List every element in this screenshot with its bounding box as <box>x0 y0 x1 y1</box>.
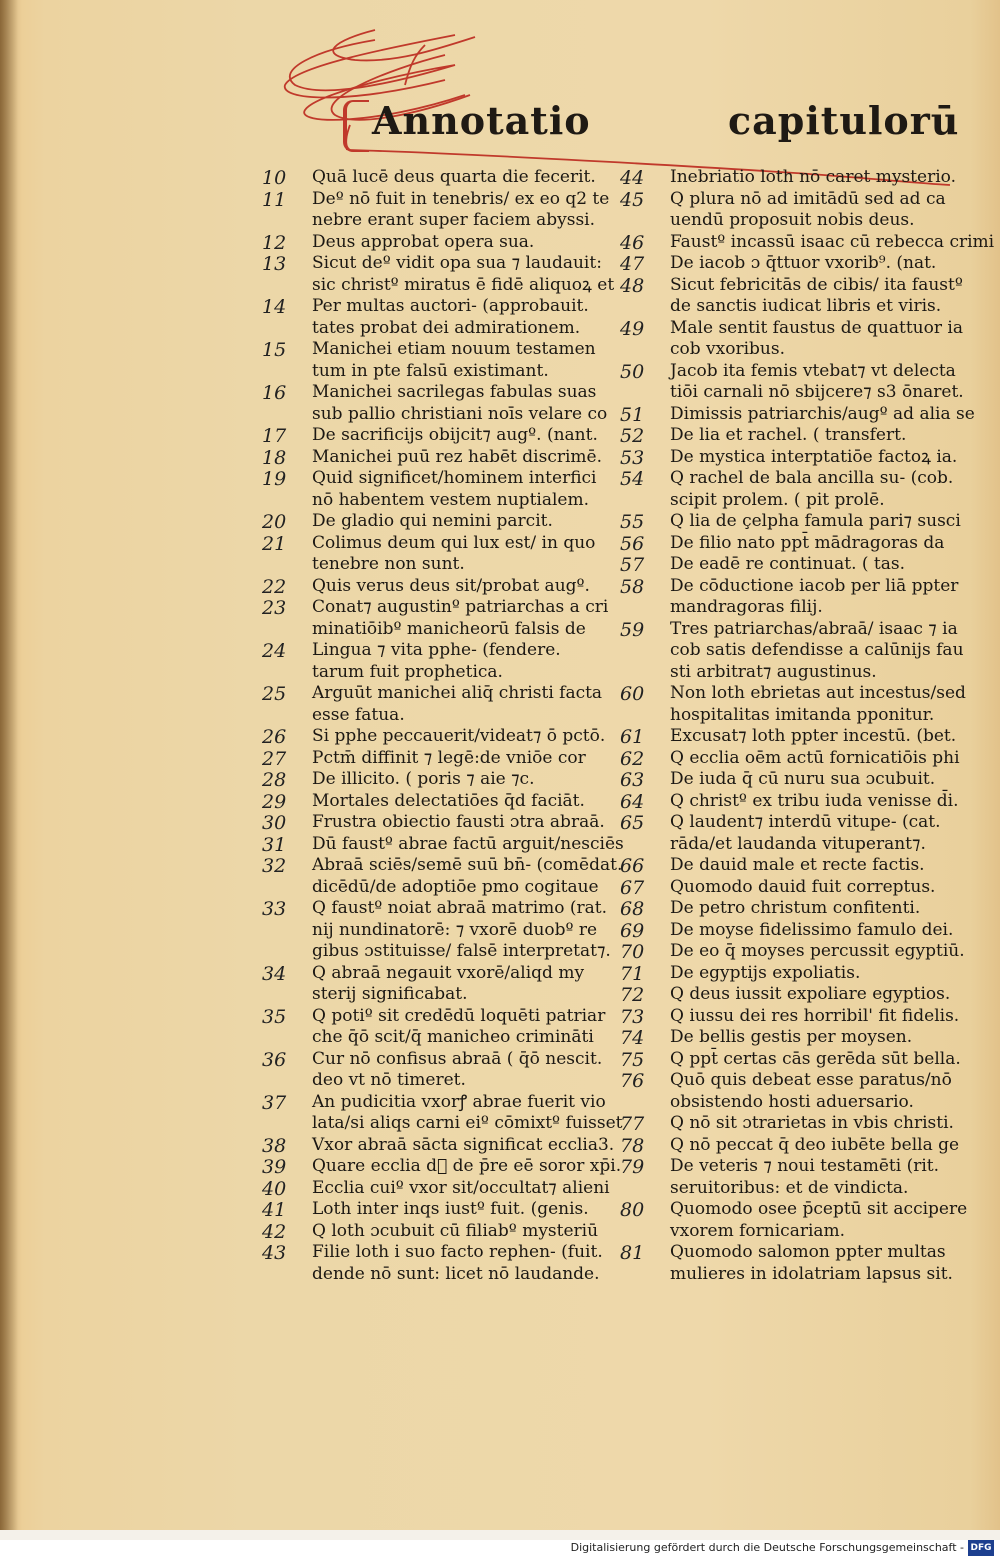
entry-number: 24 <box>262 640 287 662</box>
entry-text: Q christº ex tribu iuda venisse d̄i. <box>670 790 959 811</box>
entry-text: gibus ɔstituisse/ falsē interpretat⁊. <box>312 941 611 961</box>
entry-text: Pctm̄ diffinit ⁊ legē:de vniōe cor <box>312 747 586 768</box>
entry-text: Faustº incassū isaac cū rebecca crimi <box>670 231 995 252</box>
entry-number: 13 <box>262 253 287 275</box>
entry-number: 38 <box>262 1134 287 1157</box>
index-entry <box>620 812 960 855</box>
entry-text: Deº nō fuit in tenebris/ ex eo q2 te <box>312 188 610 209</box>
index-entry <box>262 833 624 856</box>
index-entry <box>620 618 964 684</box>
entry-number: 40 <box>262 1177 287 1200</box>
entry-text: Dū faustº abrae factū arguit/nesciēs <box>312 833 624 854</box>
entry-number: 73 <box>620 1005 645 1028</box>
entry-number: 69 <box>620 919 645 942</box>
entry-number: 44 <box>620 167 645 189</box>
entry-text: De moyse fidelissimo famulo dei. <box>670 919 954 940</box>
index-entry <box>620 984 960 1006</box>
index-entry <box>262 748 612 770</box>
entry-text: vxorem fornicariam. <box>670 1220 846 1241</box>
index-entry <box>262 425 612 447</box>
index-entry <box>620 683 966 726</box>
entry-text: Frustra obiectio fausti ɔtra abraā. <box>312 812 605 832</box>
index-entry <box>262 511 612 533</box>
entry-number: 51 <box>620 403 645 426</box>
entry-text: De iuda q̄ cū nuru sua ɔcubuit. <box>670 769 936 789</box>
entry-text: Sicut deº vidit opa sua ⁊ laudauit: <box>312 253 602 273</box>
entry-number: 29 <box>262 790 287 813</box>
entry-text: De mystica interptatiōe factoꝝ ia. <box>670 446 958 467</box>
entry-number: 21 <box>262 532 287 555</box>
entry-text: De dauid male et recte factis. <box>670 855 925 875</box>
entry-number: 64 <box>620 790 645 813</box>
index-entry <box>262 683 612 726</box>
entry-text: Quid significet/hominem interfici <box>312 468 597 488</box>
entry-text: Quis verus deus sit/probat augº. <box>312 575 590 596</box>
index-entry <box>620 274 963 318</box>
index-entry <box>620 920 960 942</box>
entry-text: Q faustº noiat abraā matrimo (rat. <box>312 898 608 918</box>
index-entry <box>262 447 612 469</box>
entry-text: Tres patriarchas/abraā/ isaac ⁊ ia <box>670 618 958 639</box>
entry-text: Quomodo salomon ppter multas <box>670 1242 946 1262</box>
entry-text: Mortales delectatiōes q̄d faciāt. <box>312 790 585 811</box>
entry-text: Vxor abraā sācta significat ecclia3. <box>312 1134 615 1155</box>
entry-text: Male sentit faustus de quattuor ia <box>670 317 963 338</box>
entry-number: 70 <box>620 941 645 963</box>
index-entry <box>262 296 612 339</box>
entry-number: 14 <box>262 296 287 318</box>
entry-text: De illicito. ( poris ⁊ aie ⁊c. <box>312 769 535 789</box>
entry-text: Arguūt manichei aliq̄ christi facta <box>312 683 603 703</box>
index-entry <box>620 855 960 877</box>
index-entry <box>262 189 612 232</box>
entry-text: obsistendo hosti aduersario. <box>670 1091 914 1112</box>
entry-text: rāda/et laudanda vituperant⁊. <box>670 833 926 854</box>
entry-text: scipit prolem. ( pit prolē. <box>670 489 885 510</box>
entry-text: De cōductione iacob per liā ppter <box>670 575 959 596</box>
entry-number: 43 <box>262 1242 287 1264</box>
entry-number: 80 <box>620 1199 645 1221</box>
entry-text: mulieres in idolatriam lapsus sit. <box>670 1263 953 1284</box>
index-entry <box>620 576 960 619</box>
index-entry <box>620 726 960 748</box>
entry-text: esse fatua. <box>312 704 405 725</box>
entry-text: Jacob ita femis vtebat⁊ vt delecta <box>670 360 956 381</box>
entry-number: 50 <box>620 360 645 383</box>
entry-text: An pudicitia vxorꝭ abrae fuerit vio <box>312 1091 606 1112</box>
entry-number: 42 <box>262 1220 287 1243</box>
index-entry <box>620 791 960 813</box>
entry-number: 65 <box>620 812 645 834</box>
index-entry <box>262 855 623 898</box>
digitization-credit: Digitalisierung gefördert durch die Deutsche Forschungsgemeinschaft - <box>570 1541 964 1554</box>
index-entry <box>262 167 612 189</box>
entry-number: 67 <box>620 876 645 899</box>
entry-text: seruitoribus: et de vindicta. <box>670 1177 909 1198</box>
index-entry <box>620 554 960 576</box>
entry-text: Sicut febricitās de cibis/ ita faustº <box>670 274 963 295</box>
entry-text: Q nō peccat q̄ deo iubēte bella ge <box>670 1134 960 1155</box>
entry-number: 61 <box>620 726 645 748</box>
entry-text: che q̄ō scit/q̄ manicheo crimināti <box>312 1027 594 1047</box>
entry-number: 46 <box>620 231 645 254</box>
entry-text: dicēdū/de adoptiōe pmo cogitaue <box>312 876 599 897</box>
index-entry <box>620 533 960 555</box>
entry-text: Conat⁊ augustinº patriarchas a cri <box>312 597 609 617</box>
entry-number: 68 <box>620 898 645 920</box>
entry-number: 56 <box>620 532 645 555</box>
entry-text: Cur nō confisus abraā ( q̄ō nescit. <box>312 1048 603 1069</box>
index-entry <box>262 533 612 576</box>
entry-text: dende nō sunt: licet nō laudande. <box>312 1263 600 1284</box>
index-entry <box>620 769 960 791</box>
entry-number: 20 <box>262 511 287 533</box>
entry-number: 25 <box>262 683 287 705</box>
index-entry <box>262 1221 612 1243</box>
index-entry <box>620 231 995 254</box>
entry-text: nebre erant super faciem abyssi. <box>312 210 596 230</box>
entry-number: 58 <box>620 575 645 598</box>
entry-text: De eo q̄ moyses percussit egyptiū. <box>670 941 965 961</box>
entry-text: Quomodo dauid fuit correptus. <box>670 876 936 897</box>
index-entry <box>262 253 615 296</box>
entry-text: Q deus iussit expoliare egyptios. <box>670 984 951 1004</box>
entry-text: cob vxoribus. <box>670 339 785 359</box>
index-entry <box>620 1135 960 1157</box>
entry-number: 36 <box>262 1048 287 1071</box>
entry-number: 26 <box>262 726 287 748</box>
entry-number: 15 <box>262 339 287 361</box>
entry-text: Manichei etiam nouum testamen <box>312 339 596 359</box>
entry-text: De petro christum confitenti. <box>670 898 921 918</box>
entry-number: 52 <box>620 425 645 447</box>
entry-number: 77 <box>620 1113 645 1135</box>
entry-text: Lingua ⁊ vita pphe- (fendere. <box>312 640 561 660</box>
entry-number: 81 <box>620 1242 645 1264</box>
entry-number: 71 <box>620 962 645 985</box>
entry-text: tenebre non sunt. <box>312 554 465 574</box>
entry-text: tates probat dei admirationem. <box>312 317 581 338</box>
entry-text: Si pphe peccauerit/videat⁊ ō pctō. <box>312 726 606 746</box>
entry-text: Colimus deum qui lux est/ in quo <box>312 532 596 553</box>
entry-text: Q ecclia oēm actū fornicatiōis phi <box>670 747 960 768</box>
index-entry <box>620 1199 968 1242</box>
index-entry <box>620 1049 960 1071</box>
entry-number: 62 <box>620 747 645 770</box>
entry-text: Q loth ɔcubuit cū filiabº mysteriū <box>312 1220 599 1241</box>
entry-text: uendū proposuit nobis deus. <box>670 210 915 230</box>
entry-text: hospitalitas imitanda pponitur. <box>670 704 935 725</box>
entry-number: 33 <box>262 898 287 920</box>
index-entry <box>262 576 612 598</box>
entry-text: Quō quis debeat esse paratus/nō <box>670 1070 952 1090</box>
entry-text: Q laudent⁊ interdū vitupe- (cat. <box>670 812 941 832</box>
index-entry <box>620 403 975 426</box>
entry-text: De egyptijs expoliatis. <box>670 962 861 983</box>
index-entry <box>620 1242 960 1285</box>
entry-number: 48 <box>620 274 645 297</box>
entry-text: De gladio qui nemini parcit. <box>312 511 553 531</box>
index-entry <box>262 1178 612 1200</box>
entry-text: Manichei sacrilegas fabulas suas <box>312 382 597 402</box>
entry-number: 57 <box>620 554 645 576</box>
entry-text: tiōi carnali nō sbijcere⁊ s3 ōnaret. <box>670 382 964 402</box>
index-entry <box>262 597 612 640</box>
page-title-left: Annotatio <box>372 98 591 143</box>
index-entry <box>620 447 960 469</box>
dfg-logo: DFG <box>968 1540 994 1556</box>
index-entry <box>262 1242 612 1285</box>
entry-text: Q lia de çelpha famula pari⁊ susci <box>670 511 961 531</box>
entry-number: 10 <box>262 167 287 189</box>
entry-text: Non loth ebrietas aut incestus/sed <box>670 683 966 703</box>
entry-text: de sanctis iudicat libris et viris. <box>670 296 942 316</box>
entry-text: nō habentem vestem nuptialem. <box>312 489 589 510</box>
entry-text: deo vt nō timeret. <box>312 1070 466 1090</box>
entry-text: Abraā sciēs/semē suū bn̄- (comēdat. <box>312 855 623 875</box>
index-entry <box>262 898 612 963</box>
index-entry <box>620 898 960 920</box>
entry-text: Q potiº sit credēdū loquēti patriar <box>312 1005 606 1026</box>
entry-number: 75 <box>620 1048 645 1071</box>
index-entry <box>620 360 964 404</box>
entry-number: 54 <box>620 468 645 490</box>
entry-text: De sacrificijs obijcit⁊ augº. (nant. <box>312 425 598 445</box>
entry-text: minatiōibº manicheorū falsis de <box>312 618 586 639</box>
entry-text: De veteris ⁊ noui testamēti (rit. <box>670 1156 940 1176</box>
entry-number: 47 <box>620 253 645 275</box>
index-entry <box>262 232 612 254</box>
page-title-right: capitulorū <box>728 98 960 143</box>
index-entry <box>620 877 960 899</box>
right-column <box>620 167 995 1285</box>
entry-number: 37 <box>262 1091 287 1114</box>
index-entry <box>620 511 960 533</box>
entry-number: 32 <box>262 855 287 877</box>
index-entry <box>262 640 612 683</box>
index-entry <box>620 963 960 985</box>
entry-text: Loth inter inqs iustº fuit. (genis. <box>312 1199 589 1219</box>
entry-number: 39 <box>262 1156 287 1178</box>
index-entry <box>620 1113 960 1135</box>
book-edge-shadow <box>0 0 18 1530</box>
index-entry <box>262 1134 615 1157</box>
index-entry <box>262 791 612 813</box>
entry-number: 66 <box>620 855 645 877</box>
entry-text: Excusat⁊ loth ppter incestū. (bet. <box>670 726 957 746</box>
entry-text: Per multas auctori- (approbauit. <box>312 296 589 316</box>
entry-text: lata/si aliqs carni eiº cōmixtº fuisset <box>312 1113 623 1133</box>
index-entry <box>262 339 612 382</box>
entry-number: 60 <box>620 683 645 705</box>
entry-text: Manichei puū rez habēt discrimē. <box>312 446 603 467</box>
entry-text: Deus approbat opera sua. <box>312 231 535 252</box>
entry-number: 35 <box>262 1005 287 1028</box>
index-entry <box>262 1156 622 1178</box>
index-entry <box>620 1156 960 1199</box>
entry-text: Q ppt̄ certas cās gerēda sūt bella. <box>670 1048 961 1069</box>
entry-text: De filio nato ppt̄ mādragoras da <box>670 532 945 553</box>
entry-text: De eadē re continuat. ( tas. <box>670 554 906 574</box>
entry-number: 12 <box>262 231 287 254</box>
entry-text: Dimissis patriarchis/augº ad alia se <box>670 403 975 424</box>
entry-text: sterij significabat. <box>312 984 468 1004</box>
entry-text: De iacob ɔ q̄ttuor vxorib⁹. (nat. <box>670 253 937 273</box>
entry-number: 53 <box>620 446 645 469</box>
entry-text: Quomodo osee p̄ceptū sit accipere <box>670 1199 968 1219</box>
entry-number: 18 <box>262 446 287 469</box>
index-entry <box>262 812 612 834</box>
entry-number: 78 <box>620 1134 645 1157</box>
entry-text: mandragoras filij. <box>670 597 823 617</box>
index-entry <box>262 382 612 425</box>
entry-number: 16 <box>262 382 287 404</box>
entry-number: 30 <box>262 812 287 834</box>
entry-number: 76 <box>620 1070 645 1092</box>
entry-text: Q abraā negauit vxorē/aliqd my <box>312 962 585 983</box>
entry-text: nij nundinatorē: ⁊ vxorē duobº re <box>312 919 598 940</box>
index-entry <box>620 425 960 447</box>
entry-number: 34 <box>262 962 287 985</box>
index-entry <box>262 726 612 748</box>
entry-number: 41 <box>262 1199 287 1221</box>
index-entry <box>620 468 960 511</box>
index-entry <box>620 748 960 770</box>
entry-text: De bellis gestis per moysen. <box>670 1027 913 1047</box>
entry-text: Q iussu dei res horribil' fit fidelis. <box>670 1005 960 1026</box>
index-entry <box>620 941 965 963</box>
entry-text: Inebriatio loth nō caret mysterio. <box>670 167 956 187</box>
entry-number: 28 <box>262 769 287 791</box>
index-entry <box>262 769 612 791</box>
entry-text: tum in pte falsū existimant. <box>312 360 549 381</box>
entry-text: sti arbitrat⁊ augustinus. <box>670 661 877 682</box>
entry-number: 49 <box>620 317 645 340</box>
index-entry <box>620 317 963 361</box>
index-entry <box>262 468 612 511</box>
entry-text: Ecclia cuiº vxor sit/occultat⁊ alieni <box>312 1177 610 1198</box>
entry-number: 22 <box>262 575 287 598</box>
entry-text: De lia et rachel. ( transfert. <box>670 425 907 445</box>
entry-text: Q plura nō ad imitādū sed ad ca <box>670 188 946 209</box>
index-entry <box>620 1006 960 1028</box>
entry-number: 17 <box>262 425 287 447</box>
entry-text: sic christº miratus ē fidē aliquoꝝ et <box>312 274 615 295</box>
entry-text: Filie loth i suo facto rephen- (fuit. <box>312 1242 603 1262</box>
entry-number: 59 <box>620 618 645 641</box>
entry-number: 23 <box>262 597 287 619</box>
entry-number: 11 <box>262 188 287 211</box>
index-entry <box>262 1091 623 1135</box>
entry-number: 27 <box>262 747 287 770</box>
entry-number: 74 <box>620 1027 645 1049</box>
index-entry <box>620 1070 960 1113</box>
entry-text: cob satis defendisse a calūnijs fau <box>670 640 964 660</box>
entry-text: Q nō sit ɔtrarietas in vbis christi. <box>670 1113 954 1133</box>
index-entry <box>262 1049 612 1092</box>
index-entry <box>620 1027 960 1049</box>
entry-number: 63 <box>620 769 645 791</box>
entry-number: 45 <box>620 188 645 211</box>
rubricated-initial <box>343 100 369 152</box>
entry-number: 72 <box>620 984 645 1006</box>
entry-text: sub pallio christiani noīs velare co <box>312 403 608 424</box>
entry-number: 55 <box>620 511 645 533</box>
entry-number: 19 <box>262 468 287 490</box>
entry-text: Q rachel de bala ancilla su- (cob. <box>670 468 954 488</box>
entry-number: 31 <box>262 833 287 856</box>
index-entry <box>262 963 612 1006</box>
index-entry <box>620 253 960 275</box>
index-entry <box>262 1006 612 1049</box>
index-entry <box>620 189 960 232</box>
entry-text: Quare ecclia d᷑ de p̄re eē soror xp̄i. <box>312 1156 622 1176</box>
entry-text: Quā lucē deus quarta die fecerit. <box>312 167 596 187</box>
index-entry <box>620 167 960 189</box>
index-entry <box>262 1199 612 1221</box>
entry-text: tarum fuit prophetica. <box>312 661 503 682</box>
left-column <box>262 167 624 1285</box>
entry-number: 79 <box>620 1156 645 1178</box>
